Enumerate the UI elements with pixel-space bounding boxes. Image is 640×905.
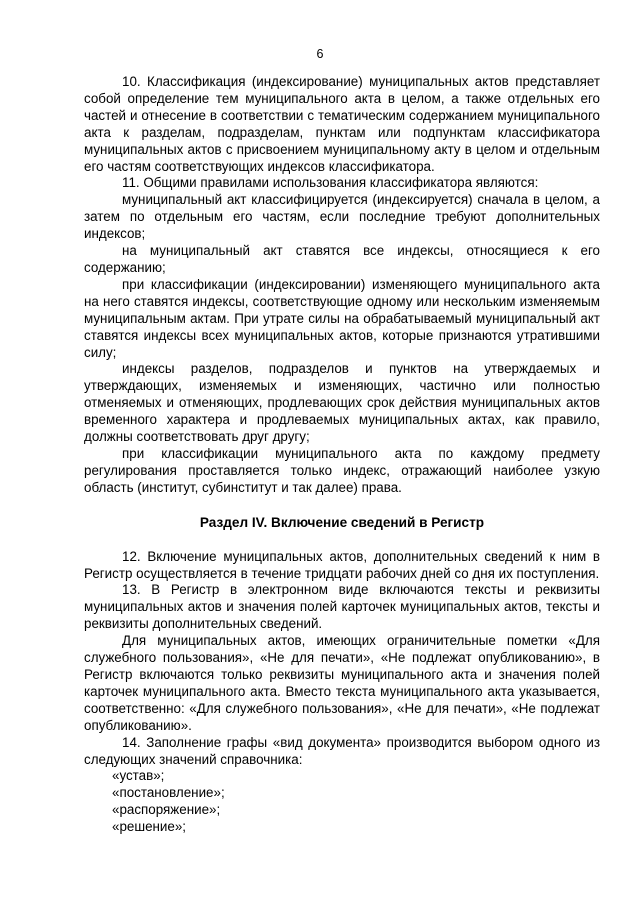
rule-narrowest-index: при классификации муниципального акта по каждому предмету регулирования проставляется только индекс, отражающий наиболее узкую область (институт, субинститут и так далее) права. (84, 445, 600, 495)
paragraph-14: 14. Заполнение графы «вид документа» производится выбором одного из следующих значений справочника: (84, 734, 600, 767)
list-item-postanovlenie: «постановление»; (112, 785, 225, 801)
page-number: 6 (316, 47, 324, 61)
list-item-reshenie: «решение»; (112, 819, 187, 835)
paragraph-11: 11. Общими правилами использования классификатора являются: (122, 175, 539, 191)
paragraph-12: 12. Включение муниципальных актов, дополнительных сведений к ним в Регистр осуществляется в течение тридцати рабочих дней со дня их поступления. (84, 548, 600, 581)
rule-all-content-indexes: на муниципальный акт ставятся все индексы, относящиеся к его содержанию; (84, 243, 600, 275)
list-item-rasporyazhenie: «распоряжение»; (112, 802, 221, 818)
rule-corresponding-indexes: индексы разделов, подразделов и пунктов на утверждаемых и утверждающих, изменяемых и изменяющих, частично или полностью отменяемых и отменяющих, продлевающих срок действия муниципальных актов временного характера и продлеваемых муниципальных актах, как правило, должны соответствовать друг другу; (84, 361, 600, 445)
rule-amending-act-indexes: при классификации (индексировании) изменяющего муниципального акта на него ставятся индексы, соответствующие одному или нескольким изменяемым муниципальным актам. При утрате силы на обрабатываемый муниципальный акт ставятся индексы всех муниципальных актов, которые признаются утратившими силу; (84, 276, 600, 360)
list-item-ustav: «устав»; (112, 768, 165, 784)
restricted-acts-paragraph: Для муниципальных актов, имеющих ограничительные пометки «Для служебного пользования», «Не для печати», «Не подлежат опубликованию», в Регистр включаются только реквизиты муниципального акта и значения полей карточек муниципального акта. Вместо текста муниципального акта указывается, соответственно: «Для служебного пользования», «Не для печати», «Не подлежат опубликованию». (84, 633, 600, 733)
document-body (84, 74, 600, 836)
section-heading: Раздел IV. Включение сведений в Регистр (199, 514, 485, 530)
rule-classify-whole-then-parts: муниципальный акт классифицируется (индексируется) сначала в целом, а затем по отдельным его частям, если последние требуют дополнительных индексов; (84, 192, 600, 242)
paragraph-10: 10. Классификация (индексирование) муниципальных актов представляет собой определение тем муниципального акта в целом, а также отдельных его частей и отнесение в соответствии с тематическим содержанием муниципального акта к разделам, подразделам, пунктам или подпунктам классификатора муниципальных актов с присвоением муниципальному акту в целом и отдельным его частям соответствующих индексов классификатора. (84, 74, 600, 174)
paragraph-13: 13. В Регистр в электронном виде включаются тексты и реквизиты муниципальных актов и значения полей карточек муниципальных актов, тексты и реквизиты дополнительных сведений. (84, 582, 600, 632)
